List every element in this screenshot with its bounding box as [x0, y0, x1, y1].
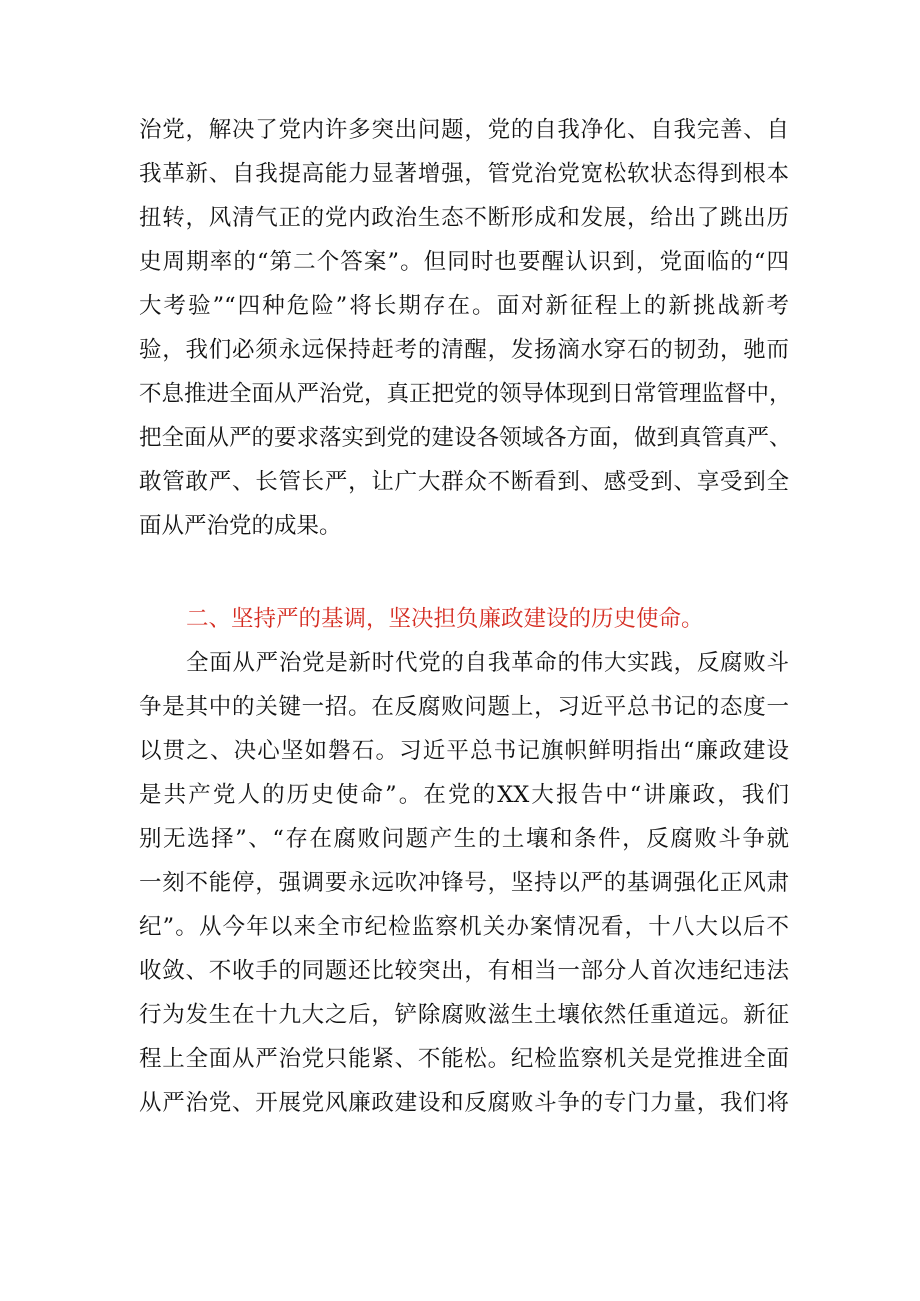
paragraph1-line: 史周期率的“第二个答案”。但同时也要醒认识到，党面临的“四 [139, 249, 789, 275]
paragraph2-line: 争是其中的关键一招。在反腐败问题上，习近平总书记的态度一 [139, 694, 789, 720]
paragraph1-line: 大考验”“四种危险”将长期存在。面对新征程上的新挑战新考 [139, 293, 789, 319]
paragraph1-line: 我革新、自我提高能力显著增强，管党治党宽松软状态得到根本 [139, 161, 789, 187]
paragraph2-line: 全面从严治党是新时代党的自我革命的伟大实践，反腐败斗 [186, 650, 789, 676]
paragraph1-line: 把全面从严的要求落实到党的建设各领域各方面，做到真管真严、 [139, 425, 792, 451]
paragraph2-line: 行为发生在十九大之后，铲除腐败滋生土壤依然任重道远。新征 [139, 1002, 789, 1028]
paragraph2-line: 收敛、不收手的同题还比较突出，有相当一部分人首次违纪违法 [139, 958, 789, 984]
paragraph1-line: 敢管敢严、长管长严，让广大群众不断看到、感受到、享受到全 [139, 469, 789, 495]
paragraph2-line: 以贯之、决心坚如磐石。习近平总书记旗帜鲜明指出“廉政建设 [139, 738, 789, 764]
paragraph2-line: 一刻不能停，强调要永远吹冲锋号，坚持以严的基调强化正风肃 [139, 870, 789, 896]
paragraph2-line: 纪”。从今年以来全市纪检监察机关办案情况看，十八大以后不 [139, 914, 789, 940]
paragraph1-line: 不息推进全面从严治党，真正把党的领导体现到日常管理监督中， [139, 381, 792, 407]
paragraph2-line: 程上全面从严治党只能紧、不能松。纪检监察机关是党推进全面 [139, 1046, 789, 1072]
paragraph2-line: 是共产党人的历史使命”。在党的XX大报告中“讲廉政，我们 [139, 782, 789, 808]
paragraph1-line: 扭转，风清气正的党内政治生态不断形成和发展，给出了跳出历 [139, 205, 789, 231]
paragraph2-line: 别无选择”、“存在腐败问题产生的土壤和条件，反腐败斗争就 [139, 826, 789, 852]
paragraph1-line: 治党，解决了党内许多突出问题，党的自我净化、自我完善、自 [139, 117, 789, 143]
section-heading: 二、坚持严的基调，坚决担负廉政建设的历史使命。 [186, 606, 704, 632]
paragraph1-line: 验，我们必须永远保持赶考的清醒，发扬滴水穿石的韧劲，驰而 [139, 337, 789, 363]
paragraph2-line: 从严治党、开展党风廉政建设和反腐败斗争的专门力量，我们将 [139, 1090, 789, 1116]
paragraph1-line: 面从严治党的成果。 [139, 513, 342, 539]
